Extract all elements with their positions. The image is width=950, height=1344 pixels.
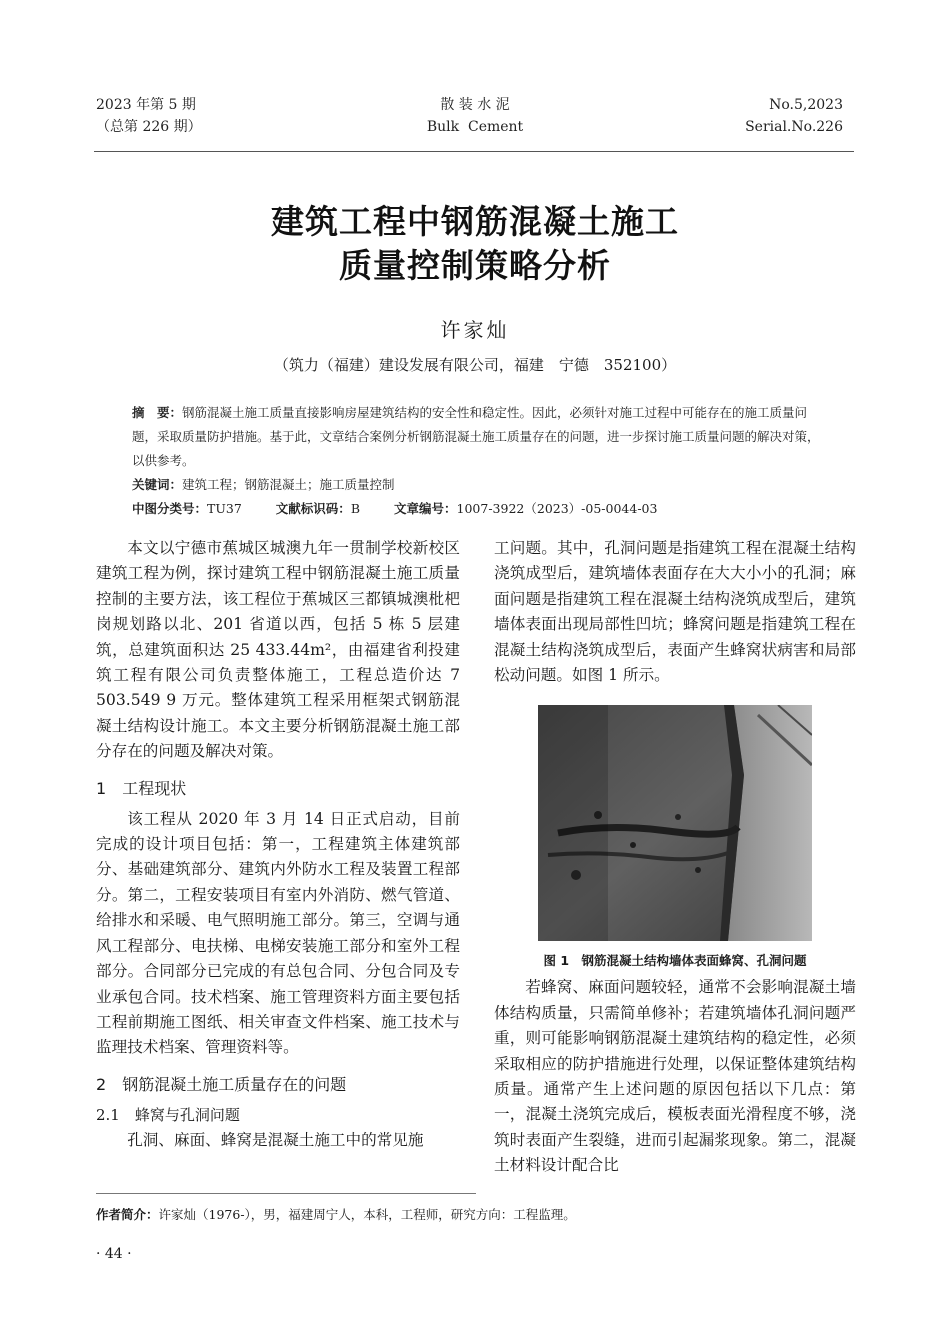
journal-name-en: Bulk Cement — [426, 119, 524, 135]
concrete-wall-photo — [538, 705, 812, 941]
keywords-label: 关键词： — [132, 477, 183, 492]
article-no-value: 1007-3922（2023）-05-0044-03 — [456, 501, 658, 516]
intro-paragraph: 本文以宁德市蕉城区城澳九年一贯制学校新校区建筑工程为例，探讨建筑工程中钢筋混凝土施工质量控制的主要方法，该工程位于蕉城区三都镇城澳枇杷岗规划路以北、201 省道以西，包括 5 栋 5 层建筑，总建筑面积达 25 433.44m²，由福建省利投建筑工程有限公司负责整体施工，工程总造价达 7 503.549 9 万元。整体建筑工程采用框架式钢筋混凝土结构设计施工。本文主要分析钢筋混凝土施工部分存在的问题及解决对策。 — [96, 539, 460, 761]
keywords-line — [132, 473, 822, 497]
abstract-paragraph — [132, 401, 822, 473]
section-2-heading — [96, 1073, 460, 1097]
clc-label: 中图分类号： — [132, 501, 208, 516]
figure-1-photo — [538, 705, 812, 941]
author-name: 许家灿 — [440, 318, 510, 342]
section-2-1-title: 蜂窝与孔洞问题 — [134, 1105, 240, 1124]
body-left-column — [96, 536, 460, 1154]
serial-cn: （总第 226 期） — [96, 119, 202, 135]
section-2-1-paragraph-start: 孔洞、麻面、蜂窝是混凝土施工中的常见施 — [127, 1131, 424, 1150]
keywords-text: 建筑工程；钢筋混凝土；施工质量控制 — [182, 477, 395, 492]
body-right-column — [494, 536, 856, 1179]
section-2-number: 2 — [96, 1074, 107, 1094]
issue-cn: 2023 年第 5 期 — [96, 97, 196, 113]
figure-1-caption: 图 1 钢筋混凝土结构墙体表面蜂窝、孔洞问题 — [543, 953, 807, 969]
header-journal — [380, 94, 570, 138]
title-line-1: 建筑工程中钢筋混凝土施工 — [271, 202, 679, 241]
clc-value: TU37 — [207, 501, 242, 516]
doc-code-field — [276, 497, 360, 521]
section-1-paragraph: 该工程从 2020 年 3 月 14 日正式启动，目前完成的设计项目包括：第一，工程建筑主体建筑部分、基础建筑部分、建筑内外防水工程及装置工程部分。第二，工程安装项目有室内外消防、燃气管道、给排水和采暖、电气照明施工部分。第三，空调与通风工程部分、电扶梯、电梯安装施工部分和室外工程部分。合同部分已完成的有总包合同、分包合同及专业承包合同。技术档案、施工管理资料方面主要包括工程前期施工图纸、相关审查文件档案、施工技术与监理技术档案、管理资料等。 — [96, 809, 460, 1057]
author-affiliation: （筑力（福建）建设发展有限公司，福建 宁德 352100） — [273, 356, 677, 374]
section-2-1-heading — [96, 1103, 460, 1128]
footnote-divider — [96, 1193, 476, 1194]
header-issue-en — [745, 94, 843, 138]
section-1-title: 工程现状 — [122, 778, 187, 798]
article-no-field — [394, 497, 657, 521]
header-issue — [96, 94, 202, 138]
article-title — [0, 200, 950, 288]
issue-en: No.5,2023 — [769, 97, 843, 113]
footnote-label: 作者简介： — [96, 1207, 159, 1222]
doc-code-label: 文献标识码： — [275, 501, 351, 516]
abstract-label: 摘 要： — [132, 405, 183, 420]
serial-en: Serial.No.226 — [745, 119, 843, 135]
section-2-1-number: 2.1 — [96, 1105, 120, 1124]
clc-field — [132, 497, 242, 521]
abstract-text: 钢筋混凝土施工质量直接影响房屋建筑结构的安全性和稳定性。因此，必须针对施工过程中可能存在的施工质量问题，采取质量防护措施。基于此，文章结合案例分析钢筋混凝土施工质量存在的问题，进一步探讨施工质量问题的解决对策，以供参考。 — [132, 405, 820, 468]
author-footnote — [96, 1205, 576, 1225]
header-divider — [94, 151, 854, 152]
section-2-1-paragraph-continued: 工问题。其中，孔洞问题是指建筑工程在混凝土结构浇筑成型后，建筑墙体表面存在大大小小的孔洞；麻面问题是指建筑工程在混凝土结构浇筑成型后，建筑墙体表面出现局部性凹坑；蜂窝问题是指建筑工程在混凝土结构浇筑成型后，表面产生蜂窝状病害和局部松动问题。如图 1 所示。 — [494, 539, 856, 685]
section-2-title: 钢筋混凝土施工质量存在的问题 — [122, 1074, 347, 1094]
journal-name-cn: 散 装 水 泥 — [440, 97, 510, 113]
article-no-label: 文章编号： — [394, 501, 457, 516]
footnote-text: 许家灿（1976-），男，福建周宁人，本科，工程师，研究方向：工程监理。 — [158, 1207, 576, 1222]
doc-code-value: B — [350, 501, 360, 516]
title-line-2: 质量控制策略分析 — [339, 246, 611, 285]
classification-row — [132, 497, 822, 521]
page-number: · 44 · — [96, 1246, 132, 1262]
abstract-block — [132, 401, 822, 521]
post-figure-paragraph: 若蜂窝、麻面问题较轻，通常不会影响混凝土墙体结构质量，只需简单修补；若建筑墙体孔洞问题严重，则可能影响钢筋混凝土建筑结构的稳定性，必须采取相应的防护措施进行处理，以保证整体建筑结构质量。通常产生上述问题的原因包括以下几点：第一，混凝土浇筑完成后，模板表面光滑程度不够，浇筑时表面产生裂缝，进而引起漏浆现象。第二，混凝土材料设计配合比 — [494, 978, 856, 1175]
section-1-heading — [96, 777, 460, 801]
section-1-number: 1 — [96, 778, 107, 798]
